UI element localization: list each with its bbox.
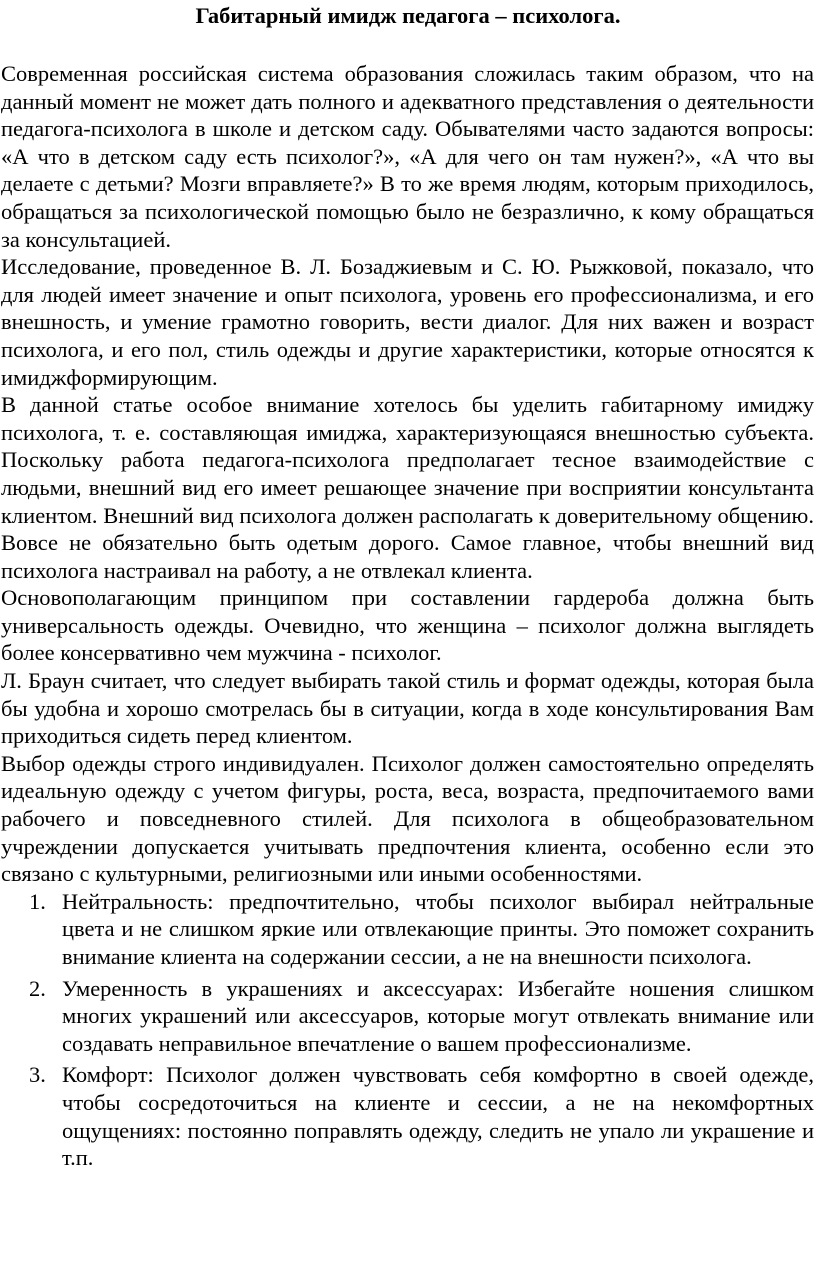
list-item-text: Умеренность в украшениях и аксессуарах: Избегайте ношения слишком многих украшений или аксессуаров, которые могут отвлекать внимание или создавать неправильное впечатление о вашем профессионализме. (62, 975, 814, 1056)
paragraph-intro: Современная российская система образования сложилась таким образом, что на данный момент не может дать полного и адекватного представления о деятельности педагога-психолога в школе и детском саду. Обывателями часто задаются вопросы: «А что в детском саду есть психолог?», «А для чего он там нужен?», «А что вы делаете с детьми? Мозги вправляете?» В то же время людям, которым приходилось, обращаться за психологической помощью было не безразлично, к кому обращаться за консультацией. (1, 61, 814, 252)
paragraph-habitual-image: В данной статье особое внимание хотелось бы уделить габитарному имиджу психолога, т. е. составляющая имиджа, характеризующаяся внешностью субъекта. Поскольку работа педагога-психолога предполагает тесное взаимодействие с людьми, внешний вид его имеет решающее значение при восприятии консультанта клиентом. Внешний вид психолога должен располагать к доверительному общению. Вовсе не обязательно быть одетым дорого. Самое главное, чтобы внешний вид психолога настраивал на работу, а не отвлекал клиента. (1, 392, 814, 583)
list-item (1, 975, 814, 1058)
document-title: Габитарный имидж педагога – психолога. (195, 3, 621, 28)
paragraph-research: Исследование, проведенное В. Л. Бозаджиевым и С. Ю. Рыжковой, показало, что для людей имеет значение и опыт психолога, уровень его профессионализма, и его внешность, и умение грамотно говорить, вести диалог. Для них важен и возраст психолога, и его пол, стиль одежды и другие характеристики, которые относятся к имиджформирующим. (1, 254, 814, 390)
paragraph-clothing-choice: Выбор одежды строго индивидуален. Психолог должен самостоятельно определять идеальную одежду с учетом фигуры, роста, веса, возраста, предпочитаемого вами рабочего и повседневного стилей. Для психолога в общеобразовательном учреждении допускается учитывать предпочтения клиента, особенно если это связано с культурными, религиозными или иными особенностями. (1, 750, 814, 887)
document-body (1, 60, 814, 1172)
paragraph-brown: Л. Браун считает, что следует выбирать такой стиль и формат одежды, которая была бы удобна и хорошо смотрелась бы в ситуации, когда в ходе консультирования Вам приходиться сидеть перед клиентом. (1, 668, 814, 749)
list-item-text: Нейтральность: предпочтительно, чтобы психолог выбирал нейтральные цвета и не слишком яркие или отвлекающие принты. Это поможет сохранить внимание клиента на содержании сессии, а не на внешности психолога. (62, 888, 814, 969)
numbered-list (1, 888, 814, 1172)
paragraph-wardrobe-principle: Основополагающим принципом при составлении гардероба должна быть универсальность одежды. Очевидно, что женщина – психолог должна выглядеть более консервативно чем мужчина - психолог. (1, 585, 814, 666)
list-item (1, 888, 814, 971)
list-item-text: Комфорт: Психолог должен чувствовать себя комфортно в своей одежде, чтобы сосредоточиться на клиенте и сессии, а не на некомфортных ощущениях: постоянно поправлять одежду, следить не упало ли украшение и т.п. (62, 1062, 814, 1171)
list-item-number: 1. (29, 888, 46, 914)
list-item (1, 1061, 814, 1171)
list-item-number: 3. (29, 1062, 46, 1088)
list-item-number: 2. (29, 975, 46, 1001)
